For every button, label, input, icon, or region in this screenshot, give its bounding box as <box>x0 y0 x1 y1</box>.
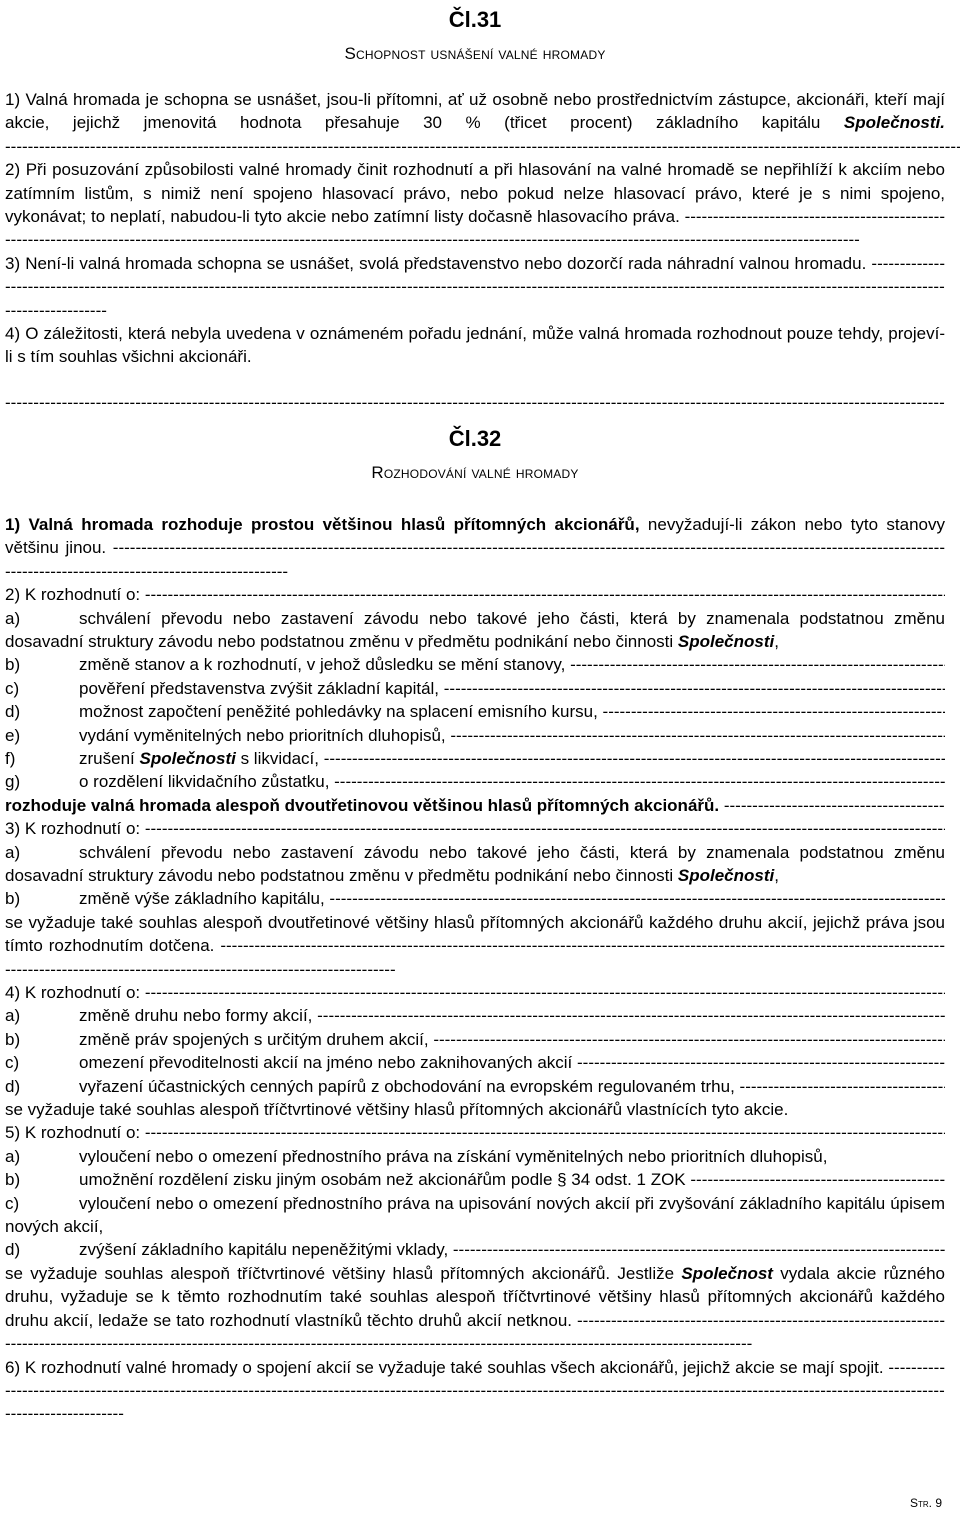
s5-item-a <box>5 1145 945 1168</box>
item-label: d) <box>5 702 21 722</box>
item-text: možnost započtení peněžité pohledávky na splacení emisního kursu, ----- <box>79 700 945 723</box>
item-text: zvýšení základního kapitálu nepeněžitými vklady, ----- <box>79 1238 945 1261</box>
item-text: vyloučení nebo o omezení přednostního práva na získání vyměnitelných nebo prioritních dluhopisů, <box>79 1146 828 1166</box>
company-name: Společnosti <box>677 865 775 885</box>
art32-paragraph-1: 1) Valná hromada rozhoduje prostou většinou hlasů přítomných akcionářů, nevyžadují-li zákon nebo tyto stanovy většinu jinou. ----- <box>5 513 945 583</box>
page-number: Str. 9 <box>909 1496 942 1510</box>
art32-paragraph-6: 6) K rozhodnutí valné hromady o spojení akcií se vyžaduje také souhlas všech akcionářů, jejichž akcie se mají spojit. ----- <box>5 1356 945 1426</box>
s3-item-b <box>5 887 945 910</box>
item-text: vydání vyměnitelných nebo prioritních dluhopisů, ----- <box>79 724 945 747</box>
item-label: c) <box>5 678 20 698</box>
item-text: schválení převodu nebo zastavení závodu nebo takové jeho části, která by znamenala podstatnou změnu dosavadní struktury závodu nebo podstatnou změnu v předmětu podnikání nebo činnosti Společnosti, <box>5 842 945 885</box>
item-text: změně druhu nebo formy akcií, ----- <box>79 1004 945 1027</box>
item-text: schválení převodu nebo zastavení závodu nebo takové jeho části, která by znamenala podstatnou změnu dosavadní struktury závodu nebo podstatnou změnu v předmětu podnikání nebo činnosti Společnosti, <box>5 608 945 651</box>
item-label: f) <box>5 748 16 768</box>
dash-separator <box>5 391 945 414</box>
item-text: vyřazení účastnických cenných papírů z obchodování na evropském regulovaném trhu, ----- <box>79 1075 945 1098</box>
section-5-intro: 5) K rozhodnutí o: ----- <box>5 1121 945 1144</box>
s4-item-b <box>5 1028 945 1051</box>
item-text: změně stanov a k rozhodnutí, v jehož důsledku se mění stanovy, ----- <box>79 653 945 676</box>
s2-item-b <box>5 653 945 676</box>
item-label: b) <box>5 1170 21 1190</box>
section-2-intro: 2) K rozhodnutí o: ----- <box>5 583 945 606</box>
s3-item-a <box>5 841 945 888</box>
s2-item-g <box>5 770 945 793</box>
item-label: a) <box>5 1146 21 1166</box>
item-label: d) <box>5 1240 21 1260</box>
item-text: vyloučení nebo o omezení přednostního práva na upisování nových akcií při zvyšování základního kapitálu úpisem nových akcií, <box>5 1193 945 1237</box>
s2-item-e <box>5 724 945 747</box>
article-31-title: Čl.31 <box>448 7 502 32</box>
item-label: c) <box>5 1053 20 1073</box>
article-32-title: Čl.32 <box>448 425 502 451</box>
item-label: a) <box>5 842 21 862</box>
company-name: Společnost <box>681 1263 773 1283</box>
item-label: d) <box>5 1076 21 1096</box>
section-2-rule: rozhoduje valná hromada alespoň dvoutřetinovou většinou hlasů přítomných akcionářů. ----- <box>5 794 945 817</box>
art31-paragraph-2: 2) Při posuzování způsobilosti valné hromady činit rozhodnutí a při hlasování na valné hromadě se nepřihlíží k akciím nebo zatímním listům, s nimiž není spojeno hlasovací právo, nebo pokud nelze hlasovací právo, které je s nimi spojeno, vykonávat; to neplatí, nabudou-li tyto akcie nebo zatímní listy dočasně hlasovacího práva. ----- <box>5 158 945 252</box>
document-page <box>5 0 945 1426</box>
item-label: c) <box>5 1193 20 1213</box>
item-label: b) <box>5 889 21 909</box>
item-text: o rozdělení likvidačního zůstatku, ----- <box>79 770 945 793</box>
s2-item-a <box>5 607 945 654</box>
s2-item-c <box>5 677 945 700</box>
item-label: a) <box>5 608 21 628</box>
item-text: změně výše základního kapitálu, ----- <box>79 887 945 910</box>
s4-item-c <box>5 1051 945 1074</box>
s4-item-a <box>5 1004 945 1027</box>
s2-item-f <box>5 747 945 770</box>
item-label: g) <box>5 772 21 792</box>
section-3-intro: 3) K rozhodnutí o: ----- <box>5 817 945 840</box>
s5-item-b <box>5 1168 945 1191</box>
art31-paragraph-1: 1) Valná hromada je schopna se usnášet, jsou-li přítomni, ať už osobně nebo prostřednictvím zástupce, akcionáři, kteří mají akcie, jejichž jmenovitá hodnota přesahuje 30 % (třicet procent) základního kapitálu Společnosti. ----- <box>5 88 945 158</box>
s2-item-d <box>5 700 945 723</box>
s5-item-c <box>5 1192 945 1239</box>
company-name: Společnosti. <box>843 113 945 133</box>
art31-paragraph-3: 3) Není-li valná hromada schopna se usnášet, svolá představenstvo nebo dozorčí rada náhradní valnou hromadu. ----- <box>5 252 945 322</box>
section-5-rule: se vyžaduje souhlas alespoň tříčtvrtinové většiny hlasů přítomných akcionářů. Jestliže Společnost vydala akcie různého druhu, vyžaduje se k těmto rozhodnutím také souhlas alespoň tříčtvrtinové většiny hlasů přítomných akcionářů každého druhu akcií, ledaže se tato rozhodnutí vlastníků těchto druhů akcií netknou. ----- <box>5 1262 945 1356</box>
article-31-subtitle: Schopnost usnášení valné hromady <box>344 44 606 63</box>
item-text: pověření představenstva zvýšit základní kapitál, ----- <box>79 677 945 700</box>
art31-paragraph-4: 4) O záležitosti, která nebyla uvedena v oznámeném pořadu jednání, může valná hromada rozhodnout pouze tehdy, projeví-li s tím souhlas všichni akcionáři. <box>5 324 945 367</box>
s4-item-d <box>5 1075 945 1098</box>
item-label: b) <box>5 1029 21 1049</box>
item-text: změně práv spojených s určitým druhem akcií, ----- <box>79 1028 945 1051</box>
section-4-intro: 4) K rozhodnutí o: ----- <box>5 981 945 1004</box>
item-text: zrušení Společnosti s likvidací, ----- <box>79 747 945 770</box>
item-label: b) <box>5 655 21 675</box>
item-label: a) <box>5 1006 21 1026</box>
item-label: e) <box>5 725 21 745</box>
item-text: omezení převoditelnosti akcií na jméno nebo zaknihovaných akcií ----- <box>79 1051 945 1074</box>
item-text: umožnění rozdělení zisku jiným osobám než akcionářům podle § 34 odst. 1 ZOK ----- <box>79 1168 945 1191</box>
s5-item-d <box>5 1238 945 1261</box>
article-32-subtitle: Rozhodování valné hromady <box>371 462 579 482</box>
company-name: Společnosti <box>677 631 775 651</box>
section-4-rule: se vyžaduje také souhlas alespoň tříčtvrtinové většiny hlasů přítomných akcionářů vlastnících tyto akcie. <box>5 1100 789 1120</box>
section-3-rule: se vyžaduje také souhlas alespoň dvoutřetinové většiny hlasů přítomných akcionářů každého druhu akcií, jejichž práva jsou tímto rozhodnutím dotčena. ----- <box>5 911 945 981</box>
company-name: Společnosti <box>139 748 236 768</box>
